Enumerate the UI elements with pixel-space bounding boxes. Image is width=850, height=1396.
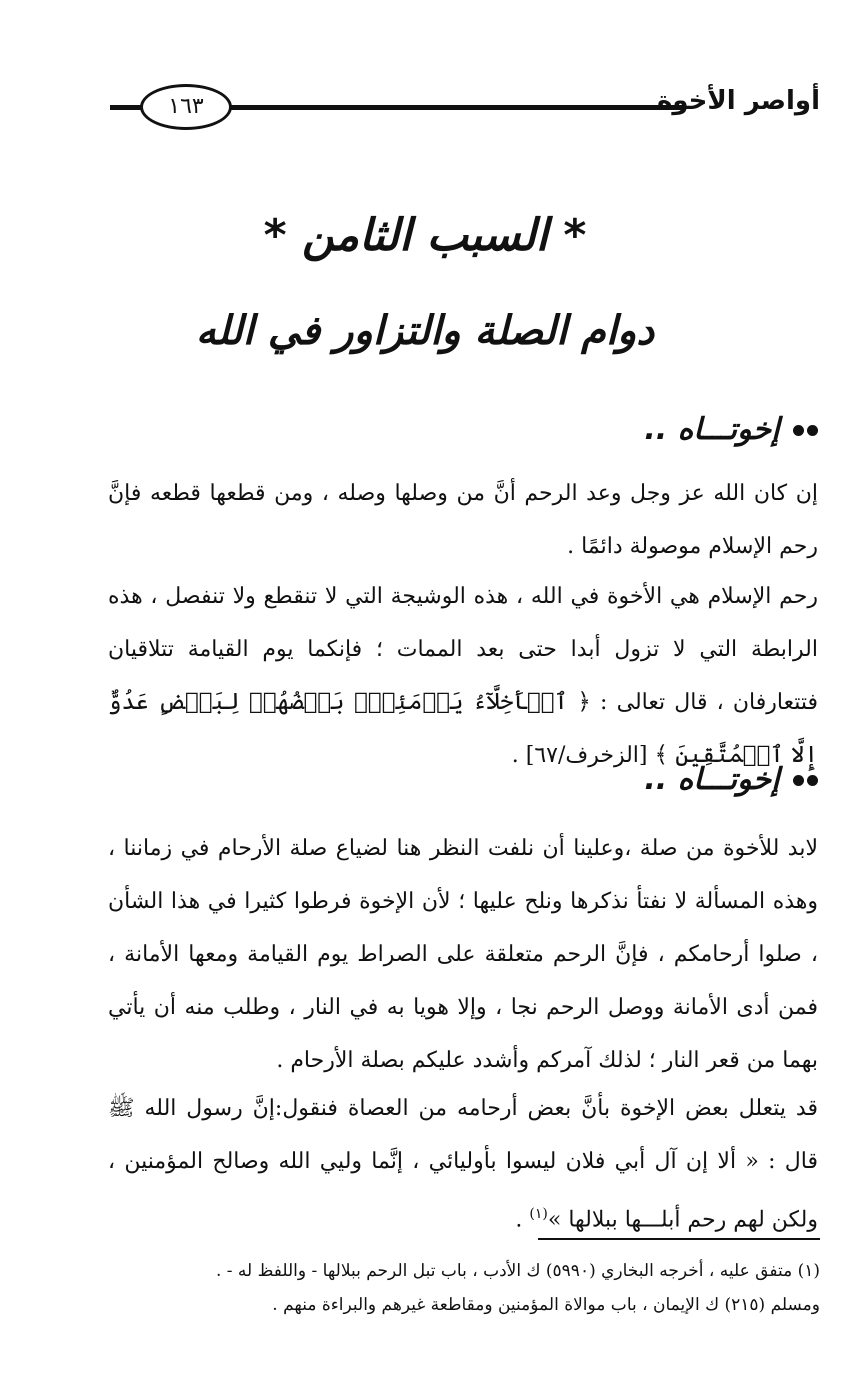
page-number-oval [140, 84, 232, 130]
paragraph: إن كان الله عز وجل وعد الرحم أنَّ من وصلها وصله ، ومن قطعها قطعه فإنَّ رحم الإسلام موصولة دائمًا . [108, 481, 818, 559]
page-number: ١٦٣ [168, 94, 204, 119]
book-title: أواصر الأخوة [657, 86, 820, 116]
running-header [100, 80, 820, 130]
quran-verse: ﴿ ٱلۡأَخِلَّآءُ يَوۡمَئِذِۭ بَعۡضُهُمۡ لِبَعۡضٍ عَدُوٌّ إِلَّا ٱلۡمُتَّقِينَ ﴾ [108, 689, 818, 768]
bullet-icon [807, 425, 818, 436]
footnote: (١) متفق عليه ، أخرجه البخاري (٥٩٩٠) ك الأدب ، باب تبل الرحم ببلالها - واللفظ له - . [215, 1261, 820, 1281]
bullet-icon [793, 425, 804, 436]
paragraph-text: رحم الإسلام هي الأخوة في الله ، هذه الوشيجة التي لا تنقطع ولا تنفصل ، هذه الرابطة التي لا تزول أبدا حتى بعد الممات ؛ فإنكما يوم القيامة تتلاقيان فتتعارفان ، قال [108, 584, 818, 715]
bullet-icon [793, 775, 804, 786]
paragraph-text: قد يتعلل بعض الإخوة بأنَّ بعض أرحامه من العصاة فنقول:إنَّ رسول الله ﷺ قال : « ألا إن آل أبي فلان ليسوا بأوليائي ، إنَّما وليي الله وصالح المؤمنين ، ولكن لهم رحم أبلـــها ببلالها » [108, 1096, 818, 1233]
footnote-marker[interactable]: (١) [529, 1206, 548, 1222]
footnote-rule [538, 1238, 820, 1240]
chapter-title: * السبب الثامن * [263, 210, 587, 261]
paragraph [108, 570, 818, 782]
section-heading-1 [644, 412, 818, 447]
section-heading-2 [644, 762, 818, 797]
section-heading-text: إخوتـــاه .. [644, 762, 780, 797]
paragraph-closing: . [515, 1207, 530, 1233]
verse-intro: تعالى : [590, 690, 666, 715]
chapter-subtitle: دوام الصلة والتزاور في الله [195, 308, 655, 354]
paragraph: لابد للأخوة من صلة ،وعلينا أن نلفت النظر هنا لضياع صلة الأرحام في زماننا ، وهذه المسألة لا نفتأ نذكرها ونلح عليها ؛ لأن الإخوة فرطوا كثيرا في هذا الشأن ، صلوا أرحامكم ، فإنَّ الرحم متعلقة على الصراط يوم القيامة ومعها الأمانة ، فمن أدى الأمانة ووصل الرحم نجا ، وإلا هويا به في النار ، وطلب منه أن يأتي بهما من قعر النار ؛ لذلك آمركم وأشدد عليكم بصلة الأرحام . [108, 836, 818, 1073]
footnotes [110, 1254, 820, 1322]
footnote: ومسلم (٢١٥) ك الإيمان ، باب موالاة المؤمنين ومقاطعة غيرهم والبراءة منهم . [272, 1295, 820, 1315]
bullet-icon [807, 775, 818, 786]
section-heading-text: إخوتـــاه .. [644, 412, 780, 447]
verse-reference: [الزخرف/٦٧] . [511, 743, 655, 768]
paragraph [108, 1082, 818, 1246]
